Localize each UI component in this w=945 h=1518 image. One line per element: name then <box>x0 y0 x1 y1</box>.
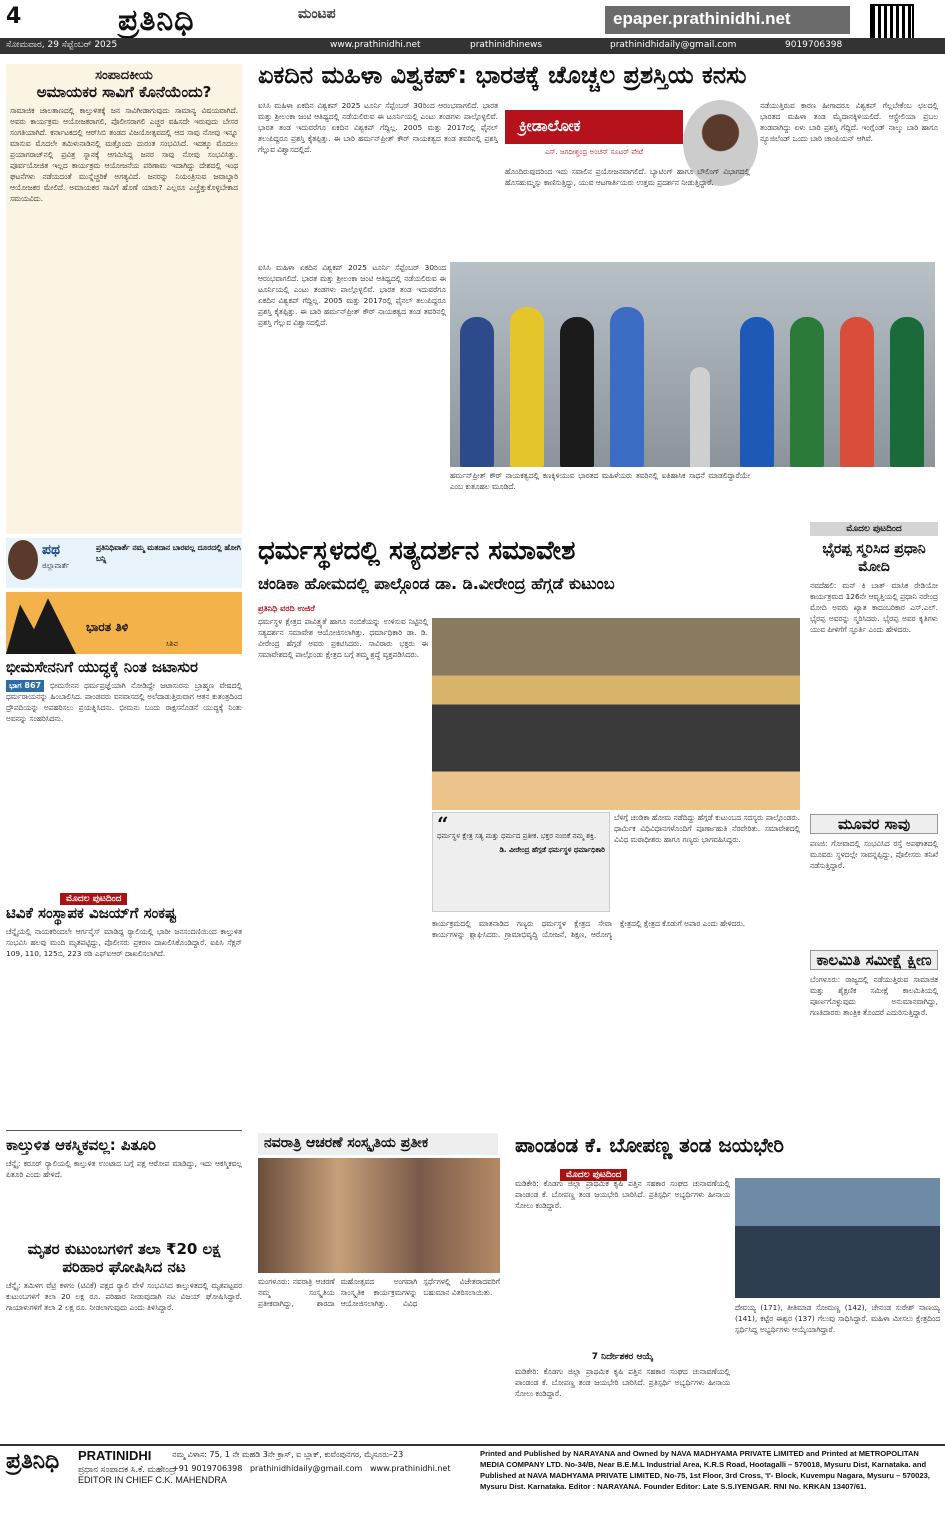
bopanna-team-photo <box>735 1178 940 1298</box>
tvk-headline: ಟಿವಿಕೆ ಸಂಸ್ಥಾಪಕ ವಿಜಯ್‌ಗೆ ಸಂಕಷ್ಟ <box>6 904 177 922</box>
mid-body-mid: ಬೆಳಿಗ್ಗೆ ಚಂಡಿಕಾ ಹೋಮ ನಡೆದಿದ್ದು ಹೆಗ್ಗಡೆ ಕುಟುಂಬದ ಸದಸ್ಯರು ಪಾಲ್ಗೊಂಡರು. ಧಾರ್ಮಿಕ ವಿಧಿವಿಧಾನಗಳೊಂದಿಗೆ ಪೂರ್ಣಾಹುತಿ ನೆರವೇರಿತು. ಸಮಾವೇಶದಲ್ಲಿ ವಿವಿಧ ಮಠಾಧೀಶರು ಹಾಗೂ ಗಣ್ಯರು ಭಾಗವಹಿಸಿದ್ದರು. <box>614 813 800 844</box>
editor-english: EDITOR IN CHIEF C.K. MAHENDRA <box>78 1475 227 1485</box>
navaratri-photo <box>258 1158 500 1273</box>
mid-body-right: ಕಾರ್ಯಕ್ರಮದಲ್ಲಿ ಮಾತನಾಡಿದ ಗಣ್ಯರು ಧರ್ಮಸ್ಥಳ ಕ್ಷೇತ್ರದ ಸೇವಾ ಕಾರ್ಯಗಳನ್ನು ಶ್ಲಾಘಿಸಿದರು. ಗ್ರಾಮಾಭಿವೃದ್ಧಿ ಯೋಜನೆ, ಶಿಕ್ಷಣ, ಆರೋಗ್ಯ ಕ್ಷೇತ್ರದಲ್ಲಿ ಕ್ಷೇತ್ರದ ಕೊಡುಗೆ ಅಪಾರ ಎಂದು ಹೇಳಿದರು. <box>432 919 746 939</box>
bopanna-body: ಮಡಿಕೇರಿ: ಕೊಡಗು ಜಿಲ್ಲಾ ಪ್ರಾಥಮಿಕ ಕೃಷಿ ಪತ್ತಿನ ಸಹಕಾರ ಸಂಘದ ಚುನಾವಣೆಯಲ್ಲಿ ಪಾಂಡಂಡ ಕೆ. ಬೋಪಣ್ಣ ತಂಡ ಜಯಭೇರಿ ಬಾರಿಸಿದೆ. ಪ್ರತಿಸ್ಪರ್ಧಿ ಅಭ್ಯರ್ಥಿಗಳು ಹೀನಾಯ ಸೋಲು ಕಂಡಿದ್ದಾರೆ. <box>515 1179 730 1210</box>
footer-address: ನಮ್ಮ ವಿಳಾಸ: 75, 1 ನೇ ಮಹಡಿ 3ನೇ ಕ್ರಾಸ್, ಐ ಬ್ಲಾಕ್, ಕುವೆಂಪುನಗರ, ಮೈಸೂರು–23 <box>172 1450 404 1459</box>
footer-contact <box>172 1448 472 1476</box>
patha-column <box>6 538 242 588</box>
compensation-headline: ಮೃತರ ಕುಟುಂಬಗಳಿಗೆ ತಲಾ ₹20 ಲಕ್ಷ ಪರಿಹಾರ ಘೋಷಿಸಿದ ನಟ <box>27 1240 221 1276</box>
top-body-bottom: ಹರ್ಮನ್‌ಪ್ರೀತ್ ಕೌರ್ ನಾಯಕತ್ವದಲ್ಲಿ ಕಣಕ್ಕಿಳಿಯುವ ಭಾರತದ ಮಹಿಳೆಯರು ತವರಿನಲ್ಲಿ ಐತಿಹಾಸಿಕ ಸಾಧನೆ ಮಾಡಲಿದ್ದಾರೆಯೇ ಎಂಬ ಕುತೂಹಲ ಮೂಡಿದೆ. <box>450 471 750 491</box>
bharata-teli-banner <box>6 592 242 654</box>
quote-mark-icon: “ <box>437 812 449 836</box>
website-link[interactable]: www.prathinidhi.net <box>330 40 421 50</box>
part-number: 867 <box>24 681 42 690</box>
stampede-headline: ಕಾಲ್ತುಳಿತ ಆಕಸ್ಮಿಕವಲ್ಲ: ಪಿತೂರಿ <box>6 1136 156 1154</box>
columnist-photo <box>8 540 38 580</box>
top-body-mid: ಹೊಂದಿರುವುದರಿಂದ ಇದು ಸವಾಲಿನ ಪ್ರಯೋಜನವಾಗಲಿದೆ. ಬ್ಯಾಟಿಂಗ್ ಹಾಗೂ ಬೌಲಿಂಗ್ ವಿಭಾಗದಲ್ಲಿ ಹೊಸಹುಮ್ಮಸ್ಸು ಕಾಣಿಸುತ್ತಿದ್ದು, ಯುವ ಆಟಗಾರ್ತಿಯರು ಉತ್ತಮ ಪ್ರದರ್ಶನ ನೀಡುತ್ತಿದ್ದಾರೆ. <box>505 167 750 187</box>
top-headline: ಏಕದಿನ ಮಹಿಳಾ ವಿಶ್ವಕಪ್: ಭಾರತಕ್ಕೆ ಚೊಚ್ಚಲ ಪ್ರಶಸ್ತಿಯ ಕನಸು <box>258 61 747 89</box>
quote-body: ಧರ್ಮಸ್ಥಳ ಕ್ಷೇತ್ರ ಸತ್ಯ ಮತ್ತು ಧರ್ಮದ ಪ್ರತೀಕ. ಭಕ್ತರ ನಂಬಿಕೆ ನಮ್ಮ ಶಕ್ತಿ. <box>437 832 597 840</box>
email-link[interactable]: prathinidhidaily@gmail.com <box>610 40 737 50</box>
compensation-body: ಚೆನ್ನೈ: ತಮಿಳಗ ವೆಟ್ರಿ ಕಳಗಂ (ಟಿವಿಕೆ) ಪಕ್ಷದ ರ‍್ಯಾಲಿ ವೇಳೆ ಸಂಭವಿಸಿದ ಕಾಲ್ತುಳಿತದಲ್ಲಿ ಮೃತಪಟ್ಟವರ ಕುಟುಂಬಗಳಿಗೆ ತಲಾ 20 ಲಕ್ಷ ರೂ. ಪರಿಹಾರ ನೀಡುವುದಾಗಿ ನಟ ವಿಜಯ್ ಘೋಷಿಸಿದ್ದಾರೆ. ಗಾಯಾಳುಗಳಿಗೆ ತಲಾ 2 ಲಕ್ಷ ರೂ. ನೀಡಲಾಗುವುದು ಎಂದು ತಿಳಿಸಿದ್ದಾರೆ. <box>6 1281 242 1312</box>
mid-headline: ಧರ್ಮಸ್ಥಳದಲ್ಲಿ ಸತ್ಯದರ್ಶನ ಸಮಾವೇಶ <box>258 536 576 566</box>
issue-date: ಸೋಮವಾರ, 29 ಸೆಪ್ಟೆಂಬರ್ 2025 <box>6 40 118 50</box>
navaratri-headline: ನವರಾತ್ರಿ ಆಚರಣೆ ಸಂಸ್ಕೃತಿಯ ಪ್ರತೀಕ <box>258 1133 498 1155</box>
bharata-teli-title: ಭಾರತ ತಿಳಿ <box>86 620 129 634</box>
pull-quote <box>432 812 610 912</box>
bopanna-headline: ಪಾಂಡಂಡ ಕೆ. ಬೋಪಣ್ಣ ತಂಡ ಜಯಭೇರಿ <box>515 1133 784 1157</box>
stampede-body: ಚೆನ್ನೈ: ಕರೂರ್ ರ‍್ಯಾಲಿಯಲ್ಲಿ ಕಾಲ್ತುಳಿತ ಉಂಟಾದ ಬಗ್ಗೆ ಪಕ್ಷ ಆರೋಪ ಮಾಡಿದ್ದು, ಇದು ಆಕಸ್ಮಿಕವಲ್ಲ ಪಿತೂರಿ ಎಂದು ಹೇಳಿದೆ. <box>6 1159 242 1179</box>
editorial-kicker: ಸಂಪಾದಕೀಯ <box>95 68 153 83</box>
masthead-logo: ಪ್ರತಿನಿಧಿ <box>118 3 195 38</box>
imprint-line: Printed and Published by NARAYANA and Owned by NAVA MADHYAMA PRIVATE LIMITED and Printed at METROPOLITAN MEDIA COMPANY LTD. No-34/B, Near B.E.M.L Industrial Area, K.R.S Road, Hootagalli – 570018, Mysuru Dist, Karnataka. and Published at NAVA MADHYAMA PRIVATE LIMITED, No-75, 1st Floor, 3rd Cross, 'I'- Block, Kuvempu Nagara, Mysuru – 570023, Mysuru Dist. Karnataka. Editor : NARAYANA. Founder Editor: Late S.S.IYENGAR. RNI No. KRKAN 13407/61. <box>480 1449 930 1491</box>
team-captains-photo <box>450 262 935 467</box>
patha-sub: ಜಿಲ್ಲಾವಾರ್ತೆ <box>42 562 70 570</box>
meeting-headline: ಕಾಲಮಿತಿ ಸಮೀಕ್ಷೆ ಕ್ಷೀಣ <box>810 950 938 970</box>
bopanna-tag: ಮೊದಲ ಪುಟದಿಂದ <box>560 1162 627 1181</box>
part-label: ಭಾಗ <box>9 681 22 690</box>
mid-subhead: ಚಂಡಿಕಾ ಹೋಮದಲ್ಲಿ ಪಾಲ್ಗೊಂಡ ಡಾ. ಡಿ.ವೀರೇಂದ್ರ ಹೆಗ್ಗಡೆ ಕುಟುಂಬ <box>258 574 615 593</box>
date-bar <box>0 38 945 54</box>
social-handle[interactable]: prathinidhinews <box>470 40 543 50</box>
quote-attribution: ಡಿ. ವೀರೇಂದ್ರ ಹೆಗ್ಗಡೆ ಧರ್ಮಸ್ಥಳ ಧರ್ಮಾಧಿಕಾರಿ <box>499 846 605 854</box>
editorial-headline: ಅಮಾಯಕರ ಸಾವಿಗೆ ಕೊನೆಯೆಂದು? <box>36 83 212 101</box>
mid-body-left: ಧರ್ಮಸ್ಥಳ ಕ್ಷೇತ್ರದ ಪಾವಿತ್ರ್ಯತೆ ಹಾಗೂ ನಂಬಿಕೆಯನ್ನು ಉಳಿಸುವ ನಿಟ್ಟಿನಲ್ಲಿ ಸತ್ಯದರ್ಶನ ಸಮಾವೇಶ ಆಯೋಜಿಸಲಾಗಿತ್ತು. ಧರ್ಮಾಧಿಕಾರಿ ಡಾ. ಡಿ. ವೀರೇಂದ್ರ ಹೆಗ್ಗಡೆ ಅವರು ಪ್ರಕಟಿಸಿದರು. ಸಾವಿರಾರು ಭಕ್ತರು ಈ ಸಮಾವೇಶದಲ್ಲಿ ಪಾಲ್ಗೊಂಡು ಕ್ಷೇತ್ರದ ಬಗ್ಗೆ ತಮ್ಮ ಶ್ರದ್ಧೆ ವ್ಯಕ್ತಪಡಿಸಿದರು. <box>258 617 428 659</box>
chariot-icon <box>6 592 76 654</box>
deaths-headline: ಮೂವರ ಸಾವು <box>810 814 938 834</box>
modi-body: ನವದೆಹಲಿ: ಮನ್ ಕಿ ಬಾತ್ ಮಾಸಿಕ ರೇಡಿಯೋ ಕಾರ್ಯಕ್ರಮದ 126ನೇ ಆವೃತ್ತಿಯಲ್ಲಿ ಪ್ರಧಾನಿ ನರೇಂದ್ರ ಮೋದಿ ಅವರು ಖ್ಯಾತ ಕಾದಂಬರಿಕಾರ ಎಸ್.ಎಲ್. ಭೈರಪ್ಪ ಅವರನ್ನು ಸ್ಮರಿಸಿದರು. ಭೈರಪ್ಪ ಅವರ ಕೃತಿಗಳು ಯುವ ಪೀಳಿಗೆಗೆ ಸ್ಫೂರ್ತಿ ಎಂದು ಹೇಳಿದರು. <box>810 581 938 634</box>
editor-kannada: ಪ್ರಧಾನ ಸಂಪಾದಕ ಸಿ.ಕೆ. ಮಹೇಂದ್ರ <box>78 1464 176 1474</box>
meeting-body: ಬೆಂಗಳೂರು: ರಾಜ್ಯದಲ್ಲಿ ನಡೆಯುತ್ತಿರುವ ಸಾಮಾಜಿಕ ಮತ್ತು ಶೈಕ್ಷಣಿಕ ಸಮೀಕ್ಷೆ ಕಾಲಮಿತಿಯಲ್ಲಿ ಪೂರ್ಣಗೊಳ್ಳುವುದು ಅನುಮಾನವಾಗಿದ್ದು, ಗಣತಿದಾರರು ತಾಂತ್ರಿಕ ತೊಂದರೆ ಎದುರಿಸುತ್ತಿದ್ದಾರೆ. <box>810 975 938 1017</box>
modi-headline: ಭೈರಪ್ಪ ಸ್ಮರಿಸಿದ ಪ್ರಧಾನಿ ಮೋದಿ <box>822 541 926 575</box>
deaths-body: ಪಣಜಿ: ಗೋವಾದಲ್ಲಿ ಸಂಭವಿಸಿದ ರಸ್ತೆ ಅಪಘಾತದಲ್ಲಿ ಮೂವರು ಸ್ಥಳದಲ್ಲೇ ಸಾವನ್ನಪ್ಪಿದ್ದು, ಪೊಲೀಸರು ತನಿಖೆ ನಡೆಸುತ್ತಿದ್ದಾರೆ. <box>810 839 938 870</box>
bharata-teli-headline: ಭೀಮಸೇನನಿಗೆ ಯುದ್ಧಕ್ಕೆ ನಿಂತ ಜಟಾಸುರ <box>6 658 198 676</box>
sidebar-tag: ಮೊದಲ ಪುಟದಿಂದ <box>810 522 938 536</box>
bopanna-subtag: 7 ನಿರ್ದೇಶಕರ ಆಯ್ಕೆ <box>591 1352 654 1362</box>
patha-text: ಪ್ರತಿನಿಧಿವಾರ್ತೆ ನಮ್ಮ ಮತದಾನ ಬಾರವಲ್ಲ ದೂರದಲ್ಲಿ ಹೋಗಿ ಬನ್ನಿ <box>96 543 241 563</box>
footer-brand: PRATINIDHI <box>78 1448 152 1463</box>
bharata-teli-body: ಭೀಮಸೇನನ ಧರ್ಮಪ್ರಜ್ಞೆಯಾಗಿ ನೋಡಿದ್ದೇ ಜಟಾಸುರನು ಬ್ರಾಹ್ಮಣ ವೇಷದಲ್ಲಿ ಧರ್ಮರಾಯನನ್ನು ಹಿಂಬಾಲಿಸಿದ. ಪಾಂಡವರು ವನವಾಸದಲ್ಲಿ ಅಲೆದಾಡುತ್ತಿರುವಾಗ ಆತನ ಕುತಂತ್ರದಿಂದ ದ್ರೌಪದಿಯನ್ನು ಅಪಹರಿಸಲು ಪ್ರಯತ್ನಿಸಿದನು. ಭೀಮನು ಬಂದು ರಾಕ್ಷಸನೊಡನೆ ಯುದ್ಧಕ್ಕೆ ನಿಂತು ಅವನನ್ನು ಸಂಹರಿಸಿದನು. <box>6 681 242 723</box>
bharata-teli-author: ಸಿಶಿವ <box>166 640 179 648</box>
top-body-left-2: ಐಸಿಸಿ ಮಹಿಳಾ ಏಕದಿನ ವಿಶ್ವಕಪ್ 2025 ಟೂರ್ನಿ ಸೆಪ್ಟೆಂಬರ್ 30ರಿಂದ ಆರಂಭವಾಗಲಿದೆ. ಭಾರತ ಮತ್ತು ಶ್ರೀಲಂಕಾ ಜಂಟಿ ಆತಿಥ್ಯದಲ್ಲಿ ನಡೆಯಲಿರುವ ಈ ಟೂರ್ನಿಯಲ್ಲಿ ಎಂಟು ತಂಡಗಳು ಪಾಲ್ಗೊಳ್ಳಲಿವೆ. ಭಾರತ ತಂಡ ಇದುವರೆಗೂ ಏಕದಿನ ವಿಶ್ವಕಪ್ ಗೆದ್ದಿಲ್ಲ. 2005 ಮತ್ತು 2017ರಲ್ಲಿ ಫೈನಲ್ ತಲುಪಿದ್ದರೂ ಪ್ರಶಸ್ತಿ ಕೈತಪ್ಪಿತ್ತು. ಈ ಬಾರಿ ಹರ್ಮನ್‌ಪ್ರೀತ್ ಕೌರ್ ನಾಯಕತ್ವದ ತಂಡ ತವರಿನಲ್ಲಿ ಪ್ರಶಸ್ತಿ ಗೆಲ್ಲುವ ವಿಶ್ವಾಸದಲ್ಲಿದೆ. <box>258 263 446 327</box>
column-name: ಕ್ರೀಡಾಲೋಕ <box>505 110 683 144</box>
footer-phone: +91 9019706398 <box>172 1464 243 1473</box>
column-author: ಎಸ್. ಜಗದೀಶ್ಚಂದ್ರ ಅಂಚನ್ ಸೂಟರ್ ಪೇಟೆ <box>544 148 644 156</box>
top-body-right: ನಡೆಯುತ್ತಿರುವ ಕಾರಣ ಹೀಗಾದರೂ ವಿಶ್ವಕಪ್ ಗೆಲ್ಲಬೇಕೆಂಬ ಛಲದಲ್ಲಿ ಭಾರತದ ಮಹಿಳಾ ತಂಡ ಮೈದಾನಕ್ಕಿಳಿಯಲಿದೆ. ಆಸ್ಟ್ರೇಲಿಯಾ ಪ್ರಬಲ ತಂಡವಾಗಿದ್ದು ಏಳು ಬಾರಿ ಪ್ರಶಸ್ತಿ ಗೆದ್ದಿದೆ. ಇಂಗ್ಲೆಂಡ್ ನಾಲ್ಕು ಬಾರಿ ಹಾಗೂ ನ್ಯೂಜಿಲೆಂಡ್ ಒಂದು ಬಾರಿ ಚಾಂಪಿಯನ್ ಆಗಿವೆ. <box>760 101 938 143</box>
editorial-body: ಸಾಮಾಜಿಕ ಜಾಲತಾಣದಲ್ಲಿ ಕಾಲ್ತುಳಿತಕ್ಕೆ ಜನ ಸಾವಿಗೀಡಾಗುವುದು ಸಾಮಾನ್ಯ ವಿಷಯವಾಗಿದೆ. ಅವರು ಕಾರ್ಯಕ್ರಮ ಆಯೋಜಕರಾಗಲಿ, ಪೊಲೀಸರಾಗಲಿ ಎಚ್ಚರ ವಹಿಸದೇ ಇರುವುದು ಬೇಸರ ಸಂಗತಿಯಾಗಿದೆ. ಕರ್ನಾಟಕದಲ್ಲಿ ಆರ್‌ಸಿಬಿ ತಂಡದ ವಿಜಯೋತ್ಸವದಲ್ಲಿ ಆದ ಸಾವು ನೋವು ಇನ್ನೂ ಮಾಸುವ ಮೊದಲೇ ತಮಿಳುನಾಡಿನಲ್ಲಿ ಮತ್ತೊಂದು ದುರಂತ ಸಂಭವಿಸಿದೆ. ಇದಕ್ಕೂ ಮೊದಲು ಪ್ರಯಾಗರಾಜ್‌ನಲ್ಲಿ ಪ್ರವಿತ್ರ ಸ್ನಾನಕ್ಕೆ ಆಗಮಿಸಿದ್ದ ಜನರ ಸಾವು ನೋವು ಸಂಭವಿಸಿತ್ತು. ಪೂರ್ವಯೋಜಿತ ಇಲ್ಲದ ಕಾರ್ಯಕ್ರಮ ಆಯೋಜನೆಯ ಪರಿಣಾಮ ಇದಾಗಿದ್ದು ದೇಶದಲ್ಲಿ ಇಂಥ ಘಟನೆಗಳು ನಡೆಯದಂತೆ ಮುನ್ನೆಚ್ಚರಿಕೆ ಅಗತ್ಯವಿದೆ. ಜನರನ್ನು ನಿಯಂತ್ರಿಸುವ ಜವಾಬ್ದಾರಿ ಆಯೋಜಕರ ಮೇಲಿದೆ. ಅಮಾಯಕರ ಸಾವಿಗೆ ಹೊಣೆ ಯಾರು? ಎಲ್ಲರೂ ಎಚ್ಚೆತ್ತುಕೊಳ್ಳಬೇಕಾದ ಸಮಯವಿದು. <box>10 106 238 203</box>
chandika-homa-photo <box>432 618 800 810</box>
footer-web[interactable]: www.prathinidhi.net <box>369 1464 451 1473</box>
editorial-box <box>6 64 242 534</box>
section-name: ಮಂಟಪ <box>298 6 336 22</box>
bopanna-body-3: ದೇವಯ್ಯ (171), ತೀತಿಮಾಡ ಸೋಮಣ್ಣ (142), ಚೇನಂಡ ಸುರೇಶ್ ನಾಣಯ್ಯ (141), ಕಟ್ಟೆರ ಈಶ್ವರ (137) ಗೆಲುವು ಸಾಧಿಸಿದ್ದಾರೆ. ಮಹಿಳಾ ಮೀಸಲು ಕ್ಷೇತ್ರದಿಂದ ಸ್ಪರ್ಧಿಸಿದ್ದ ಅಭ್ಯರ್ಥಿಗಳು ಆಯ್ಕೆಯಾಗಿದ್ದಾರೆ. <box>735 1303 940 1334</box>
divider <box>6 1130 242 1131</box>
bopanna-body-2: ಮಡಿಕೇರಿ: ಕೊಡಗು ಜಿಲ್ಲಾ ಪ್ರಾಥಮಿಕ ಕೃಷಿ ಪತ್ತಿನ ಸಹಕಾರ ಸಂಘದ ಚುನಾವಣೆಯಲ್ಲಿ ಪಾಂಡಂಡ ಕೆ. ಬೋಪಣ್ಣ ತಂಡ ಜಯಭೇರಿ ಬಾರಿಸಿದೆ. ಪ್ರತಿಸ್ಪರ್ಧಿ ಅಭ್ಯರ್ಥಿಗಳು ಹೀನಾಯ ಸೋಲು ಕಂಡಿದ್ದಾರೆ. <box>515 1367 730 1398</box>
epaper-link[interactable]: epaper.prathinidhi.net <box>605 6 850 34</box>
top-body-left: ಐಸಿಸಿ ಮಹಿಳಾ ಏಕದಿನ ವಿಶ್ವಕಪ್ 2025 ಟೂರ್ನಿ ಸೆಪ್ಟೆಂಬರ್ 30ರಿಂದ ಆರಂಭವಾಗಲಿದೆ. ಭಾರತ ಮತ್ತು ಶ್ರೀಲಂಕಾ ಜಂಟಿ ಆತಿಥ್ಯದಲ್ಲಿ ನಡೆಯಲಿರುವ ಈ ಟೂರ್ನಿಯಲ್ಲಿ ಎಂಟು ತಂಡಗಳು ಪಾಲ್ಗೊಳ್ಳಲಿವೆ. ಭಾರತ ತಂಡ ಇದುವರೆಗೂ ಏಕದಿನ ವಿಶ್ವಕಪ್ ಗೆದ್ದಿಲ್ಲ. 2005 ಮತ್ತು 2017ರಲ್ಲಿ ಫೈನಲ್ ತಲುಪಿದ್ದರೂ ಪ್ರಶಸ್ತಿ ಕೈತಪ್ಪಿತ್ತು. ಈ ಬಾರಿ ಹರ್ಮನ್‌ಪ್ರೀತ್ ಕೌರ್ ನಾಯಕತ್ವದ ತಂಡ ತವರಿನಲ್ಲಿ ಪ್ರಶಸ್ತಿ ಗೆಲ್ಲುವ ವಿಶ್ವಾಸದಲ್ಲಿದೆ. <box>258 101 498 154</box>
patha-logo: ಪಥ <box>42 542 61 558</box>
mid-dateline: ಪ್ರತಿನಿಧಿ ವರದಿ ಉಜಿರೆ <box>258 604 315 613</box>
footer-email[interactable]: prathinidhidaily@gmail.com <box>249 1464 363 1473</box>
footer-logo: ಪ್ರತಿನಿಧಿ <box>6 1448 60 1474</box>
tvk-body: ಚೆನ್ನೈಯಲ್ಲಿ ನಾಯಕರಿಂದಲೇ ಆರ್ಗನೈಸ್ ಮಾಡಿದ್ದ ರ‍್ಯಾಲಿಯಲ್ಲಿ ಭಾರೀ ಜನಸಂದಣಿಯಿಂದ ಕಾಲ್ತುಳಿತ ಸಂಭವಿಸಿ ಹಲವು ಮಂದಿ ಮೃತಪಟ್ಟಿದ್ದು, ಪೊಲೀಸರು ಪ್ರಕರಣ ದಾಖಲಿಸಿಕೊಂಡಿದ್ದಾರೆ. ಐಪಿಸಿ ಸೆಕ್ಷನ್ 109, 110, 125ಬಿ, 223 ರಡಿ ಎಫ್‌ಐಆರ್ ದಾಖಲಿಸಲಾಗಿದೆ. <box>6 927 242 958</box>
tvk-tag: ಮೊದಲ ಪುಟದಿಂದ <box>60 886 127 905</box>
page-number: 4 <box>6 4 22 29</box>
phone-number: 9019706398 <box>785 40 843 50</box>
navaratri-body: ಮಂಗಳೂರು: ನವರಾತ್ರಿ ಆಚರಣೆ ನಮ್ಮ ಸಂಸ್ಕೃತಿಯ ಪ್ರತೀಕವಾಗಿದ್ದು, ಶಾರದಾ ಮಹೋತ್ಸವದ ಅಂಗವಾಗಿ ಸಾಂಸ್ಕೃತಿಕ ಕಾರ್ಯಕ್ರಮಗಳನ್ನು ಆಯೋಜಿಸಲಾಗಿತ್ತು. ವಿವಿಧ ಸ್ಪರ್ಧೆಗಳಲ್ಲಿ ವಿಜೇತರಾದವರಿಗೆ ಬಹುಮಾನ ವಿತರಿಸಲಾಯಿತು. <box>258 1277 500 1308</box>
